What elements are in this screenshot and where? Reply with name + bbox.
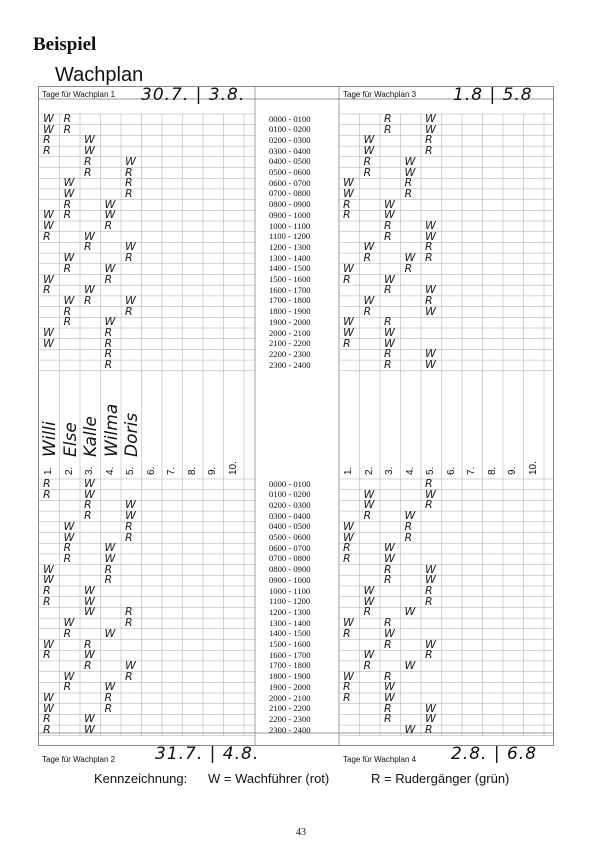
time-slot: 0800 - 0900 [269, 199, 311, 210]
helmsman-mark: R [104, 326, 113, 339]
watch-leader-mark: W [384, 680, 395, 694]
helmsman-mark: R [84, 498, 92, 512]
legend-label: Kennzeichnung: [94, 771, 188, 786]
watch-leader-mark: W [125, 509, 136, 523]
helmsman-mark: R [425, 594, 433, 608]
watch-leader-mark: W [384, 197, 395, 211]
watch-leader-mark: W [384, 326, 395, 339]
helmsman-mark: R [343, 336, 351, 350]
helmsman-mark: R [425, 648, 433, 662]
helmsman-mark: R [63, 112, 72, 125]
watch-leader-mark: W [43, 701, 54, 715]
helmsman-mark: R [384, 637, 392, 651]
plan1-dates: 30.7. | 3.8. [141, 85, 246, 105]
watch-leader-mark: W [104, 315, 116, 329]
helmsman-mark: R [425, 723, 433, 737]
helmsman-mark: R [104, 347, 113, 361]
helmsman-mark: R [363, 251, 372, 265]
time-slot: 0600 - 0700 [269, 542, 311, 553]
time-slot: 1100 - 1200 [269, 596, 311, 607]
watch-leader-mark: W [343, 530, 354, 544]
helmsman-mark: R [384, 315, 392, 329]
crew-number: 9. [207, 466, 218, 475]
helmsman-mark: R [84, 240, 92, 254]
helmsman-mark: R [43, 133, 51, 147]
watch-leader-mark: W [384, 208, 395, 222]
page-heading: Beispiel [33, 34, 97, 55]
watch-leader-mark: W [43, 637, 54, 651]
helmsman-mark: R [63, 551, 72, 565]
time-slot: 0400 - 0500 [269, 521, 311, 532]
helmsman-mark: R [43, 229, 51, 243]
time-slot: 0300 - 0400 [269, 145, 311, 156]
time-slot: 2100 - 2200 [269, 338, 311, 349]
watch-leader-mark: W [43, 562, 54, 576]
watch-leader-mark: W [343, 261, 354, 275]
watch-leader-mark: W [125, 658, 136, 672]
helmsman-mark: R [384, 283, 392, 297]
helmsman-mark: R [63, 626, 72, 640]
watch-leader-mark: W [404, 509, 416, 523]
helmsman-mark: R [363, 165, 372, 179]
watch-leader-mark: W [404, 165, 416, 179]
time-slot: 2300 - 2400 [269, 359, 311, 370]
watch-leader-mark: W [425, 562, 436, 576]
helmsman-mark: R [43, 584, 51, 597]
watch-leader-mark: W [43, 122, 54, 136]
time-slot: 1000 - 1100 [269, 220, 311, 231]
helmsman-mark: R [425, 293, 433, 307]
watch-leader-mark: W [125, 498, 136, 512]
watch-leader-mark: W [43, 573, 54, 587]
helmsman-mark: R [425, 133, 433, 147]
plan-title: Wachplan [55, 64, 144, 86]
watch-leader-mark: W [84, 477, 95, 490]
helmsman-mark: R [125, 616, 133, 630]
watch-leader-mark: W [63, 293, 75, 307]
helmsman-mark: R [84, 293, 92, 307]
crew-number: 6. [145, 466, 157, 475]
helmsman-mark: R [125, 176, 133, 190]
crew-number: 8. [486, 466, 498, 475]
helmsman-mark: R [363, 658, 372, 672]
time-slot: 1900 - 2000 [269, 316, 311, 327]
crew-number: 2. [63, 466, 75, 475]
crew-name: Wilma [101, 403, 122, 457]
time-slot: 1800 - 1900 [269, 306, 311, 317]
watch-leader-mark: W [363, 648, 375, 662]
helmsman-mark: R [384, 669, 392, 683]
helmsman-mark: R [384, 701, 392, 715]
helmsman-mark: R [125, 165, 133, 179]
helmsman-mark: R [125, 530, 133, 544]
watch-leader-mark: W [343, 176, 354, 190]
time-slot: 0700 - 0800 [269, 188, 311, 199]
watch-leader-mark: W [84, 133, 95, 147]
helmsman-mark: R [63, 541, 72, 555]
helmsman-mark: R [84, 509, 92, 523]
helmsman-mark: R [343, 551, 351, 565]
helmsman-mark: R [63, 680, 72, 694]
watch-leader-mark: W [404, 723, 416, 737]
time-slot: 1700 - 1800 [269, 295, 311, 306]
time-slot: 0600 - 0700 [269, 177, 311, 188]
watch-leader-mark: W [63, 616, 75, 630]
watch-leader-mark: W [404, 154, 416, 168]
helmsman-mark: R [43, 723, 51, 737]
time-slot: 1200 - 1300 [269, 606, 311, 617]
watch-leader-mark: W [63, 251, 75, 265]
time-slot: 1900 - 2000 [269, 681, 311, 692]
helmsman-mark: R [63, 304, 72, 318]
plan4-dates: 2.8. | 6.8 [451, 744, 538, 764]
crew-number: 6. [445, 466, 457, 475]
helmsman-mark: R [425, 240, 433, 254]
time-slot: 1700 - 1800 [269, 660, 311, 671]
time-slot: 1200 - 1300 [269, 241, 311, 252]
time-slot: 1600 - 1700 [269, 284, 311, 295]
helmsman-mark: R [104, 573, 113, 587]
time-slot: 2200 - 2300 [269, 348, 311, 359]
time-slot: 0000 - 0100 [269, 478, 311, 489]
watch-leader-mark: W [384, 691, 395, 704]
watch-leader-mark: W [343, 616, 354, 630]
watch-leader-mark: W [363, 487, 375, 501]
crew-number: 1. [43, 466, 54, 475]
watch-leader-mark: W [363, 144, 375, 158]
crew-number: 5. [125, 466, 136, 475]
watch-leader-mark: W [84, 648, 95, 662]
watch-leader-mark: W [43, 112, 54, 125]
helmsman-mark: R [125, 186, 133, 200]
legend-w: W = Wachführer (rot) [208, 771, 330, 786]
helmsman-mark: R [363, 509, 372, 523]
watch-leader-mark: W [43, 219, 54, 232]
helmsman-mark: R [104, 219, 113, 232]
watch-leader-mark: W [363, 240, 375, 254]
helmsman-mark: R [343, 680, 351, 694]
watch-leader-mark: W [425, 304, 436, 318]
helmsman-mark: R [63, 261, 72, 275]
crew-name: Doris [122, 412, 142, 457]
watch-leader-mark: W [425, 229, 436, 243]
helmsman-mark: R [384, 358, 392, 372]
helmsman-mark: R [425, 251, 433, 265]
watch-leader-mark: W [363, 584, 375, 597]
helmsman-mark: R [404, 519, 413, 533]
helmsman-mark: R [104, 691, 113, 704]
watch-leader-mark: W [384, 336, 395, 350]
watch-leader-mark: W [125, 293, 136, 307]
time-slot: 0500 - 0600 [269, 532, 311, 542]
watch-leader-mark: W [425, 283, 436, 297]
crew-number: 7. [466, 466, 477, 475]
time-slot: 1400 - 1500 [269, 263, 311, 274]
time-slot: 1300 - 1400 [269, 252, 311, 263]
watch-leader-mark: W [125, 240, 136, 254]
watch-leader-mark: W [84, 584, 95, 597]
watch-leader-mark: W [104, 261, 116, 275]
helmsman-mark: R [343, 208, 351, 222]
watch-leader-mark: W [104, 626, 116, 640]
time-slot: 1100 - 1200 [269, 231, 311, 242]
helmsman-mark: R [343, 272, 351, 286]
helmsman-mark: R [384, 573, 392, 587]
watch-leader-mark: W [425, 219, 436, 232]
time-slot: 0100 - 0200 [269, 124, 311, 135]
time-slot: 2000 - 2100 [269, 692, 311, 703]
helmsman-mark: R [404, 261, 413, 275]
helmsman-mark: R [404, 530, 413, 544]
watch-leader-mark: W [384, 551, 395, 565]
time-slot: 0500 - 0600 [269, 167, 311, 177]
helmsman-mark: R [63, 197, 72, 211]
watch-leader-mark: W [63, 519, 75, 533]
helmsman-mark: R [404, 176, 413, 190]
helmsman-mark: R [125, 605, 133, 619]
watch-leader-mark: W [363, 293, 375, 307]
helmsman-mark: R [363, 154, 372, 168]
watch-leader-mark: W [104, 197, 116, 211]
crew-number: 10. [227, 461, 239, 475]
helmsman-mark: R [104, 272, 113, 286]
watch-leader-mark: W [343, 186, 354, 200]
helmsman-mark: R [384, 112, 392, 125]
watch-leader-mark: W [384, 272, 395, 286]
helmsman-mark: R [84, 637, 92, 651]
helmsman-mark: R [43, 648, 51, 662]
watch-leader-mark: W [63, 669, 75, 683]
watch-leader-mark: W [104, 208, 116, 222]
watch-leader-mark: W [404, 658, 416, 672]
helmsman-mark: R [384, 712, 392, 726]
watch-leader-mark: W [425, 112, 436, 125]
page-number: 43 [296, 827, 306, 838]
watch-leader-mark: W [84, 283, 95, 297]
watch-leader-mark: W [84, 144, 95, 158]
watch-leader-mark: W [43, 208, 54, 222]
helmsman-mark: R [63, 208, 72, 222]
plan2-label: Tage für Wachplan 2 [42, 755, 116, 764]
watch-leader-mark: W [425, 701, 436, 715]
watch-leader-mark: W [404, 605, 416, 619]
plan3-dates: 1.8 | 5.8 [453, 85, 533, 105]
helmsman-mark: R [384, 219, 392, 232]
plan2-dates: 31.7. | 4.8. [155, 744, 260, 764]
time-slot: 0200 - 0300 [269, 134, 311, 145]
helmsman-mark: R [384, 562, 392, 576]
helmsman-mark: R [43, 283, 51, 297]
watch-leader-mark: W [343, 669, 354, 683]
watch-plan-sheet [38, 85, 554, 764]
crew-number: 3. [384, 466, 395, 475]
watch-leader-mark: W [104, 541, 116, 555]
watch-leader-mark: W [43, 326, 54, 339]
watch-leader-mark: W [84, 229, 95, 243]
helmsman-mark: R [384, 616, 392, 630]
helmsman-mark: R [125, 519, 133, 533]
watch-leader-mark: W [63, 176, 75, 190]
watch-leader-mark: W [63, 530, 75, 544]
watch-leader-mark: W [84, 487, 95, 501]
helmsman-mark: R [125, 251, 133, 265]
time-slot: 1000 - 1100 [269, 585, 311, 596]
watch-leader-mark: W [84, 723, 95, 737]
watch-leader-mark: W [104, 551, 116, 565]
helmsman-mark: R [84, 658, 92, 672]
watch-leader-mark: W [425, 487, 436, 501]
watch-leader-mark: W [425, 347, 436, 361]
crew-name: Willi [40, 421, 60, 457]
helmsman-mark: R [43, 594, 51, 608]
time-slot: 2300 - 2400 [269, 724, 311, 735]
crew-number: 5. [425, 466, 436, 475]
crew-name: Kalle [81, 416, 101, 457]
helmsman-mark: R [343, 197, 351, 211]
helmsman-mark: R [43, 144, 51, 158]
helmsman-mark: R [43, 487, 51, 501]
watch-leader-mark: W [43, 272, 54, 286]
helmsman-mark: R [104, 562, 113, 576]
watch-leader-mark: W [343, 315, 354, 329]
watch-leader-mark: W [363, 498, 375, 512]
plan3-label: Tage für Wachplan 3 [343, 90, 417, 99]
time-slot: 0700 - 0800 [269, 553, 311, 564]
helmsman-mark: R [384, 122, 392, 136]
watch-leader-mark: W [343, 519, 354, 533]
crew-number: 7. [166, 466, 177, 475]
crew-number: 4. [104, 466, 116, 475]
helmsman-mark: R [425, 584, 433, 597]
watch-leader-mark: W [104, 680, 116, 694]
helmsman-mark: R [43, 477, 51, 490]
watch-leader-mark: W [425, 122, 436, 136]
helmsman-mark: R [63, 122, 72, 136]
watch-leader-mark: W [425, 358, 436, 372]
watch-leader-mark: W [63, 186, 75, 200]
time-slot: 0900 - 1000 [269, 209, 311, 220]
crew-name: Else [60, 422, 81, 457]
time-slot: 0800 - 0900 [269, 564, 311, 575]
helmsman-mark: R [84, 165, 92, 179]
crew-number: 9. [507, 466, 518, 475]
helmsman-mark: R [343, 541, 351, 555]
helmsman-mark: R [125, 669, 133, 683]
helmsman-mark: R [425, 498, 433, 512]
helmsman-mark: R [384, 229, 392, 243]
helmsman-mark: R [43, 712, 51, 726]
watch-leader-mark: W [343, 326, 354, 339]
time-slot: 0100 - 0200 [269, 489, 311, 500]
time-slot: 0300 - 0400 [269, 510, 311, 521]
helmsman-mark: R [84, 154, 92, 168]
watch-leader-mark: W [125, 154, 136, 168]
time-slot: 0900 - 1000 [269, 574, 311, 585]
watch-leader-mark: W [84, 594, 95, 608]
helmsman-mark: R [363, 304, 372, 318]
helmsman-mark: R [63, 315, 72, 329]
helmsman-mark: R [404, 186, 413, 200]
legend-r: R = Rudergänger (grün) [371, 771, 510, 786]
crew-number: 10. [527, 461, 539, 475]
crew-number: 1. [343, 466, 354, 475]
time-slot: 2100 - 2200 [269, 703, 311, 714]
watch-leader-mark: W [43, 691, 54, 704]
time-slot: 1500 - 1600 [269, 639, 311, 649]
helmsman-mark: R [425, 144, 433, 158]
helmsman-mark: R [363, 605, 372, 619]
plan1-label: Tage für Wachplan 1 [42, 90, 116, 99]
watch-leader-mark: W [425, 573, 436, 587]
watch-leader-mark: W [43, 336, 54, 350]
helmsman-mark: R [384, 347, 392, 361]
helmsman-mark: R [125, 304, 133, 318]
helmsman-mark: R [104, 336, 113, 350]
plan4-label: Tage für Wachplan 4 [343, 755, 417, 764]
watch-leader-mark: W [363, 594, 375, 608]
watch-leader-mark: W [425, 637, 436, 651]
watch-leader-mark: W [384, 541, 395, 555]
time-slot: 2000 - 2100 [269, 327, 311, 338]
time-slot: 1800 - 1900 [269, 671, 311, 682]
time-slot: 0000 - 0100 [269, 113, 311, 124]
watch-leader-mark: W [425, 712, 436, 726]
watch-leader-mark: W [84, 605, 95, 619]
watch-leader-mark: W [404, 251, 416, 265]
watch-leader-mark: W [363, 133, 375, 147]
crew-number: 3. [84, 466, 95, 475]
helmsman-mark: R [343, 691, 351, 704]
time-slot: 1500 - 1600 [269, 274, 311, 284]
time-slot: 0200 - 0300 [269, 499, 311, 510]
helmsman-mark: R [104, 701, 113, 715]
time-slot: 1600 - 1700 [269, 649, 311, 660]
crew-number: 8. [186, 466, 198, 475]
watch-leader-mark: W [84, 712, 95, 726]
crew-number: 2. [363, 466, 375, 475]
time-slot: 2200 - 2300 [269, 713, 311, 724]
helmsman-mark: R [104, 358, 113, 372]
helmsman-mark: R [425, 477, 433, 490]
time-slot: 1400 - 1500 [269, 628, 311, 639]
time-slot: 0400 - 0500 [269, 156, 311, 167]
time-slot: 1300 - 1400 [269, 617, 311, 628]
watch-leader-mark: W [384, 626, 395, 640]
crew-number: 4. [404, 466, 416, 475]
helmsman-mark: R [343, 626, 351, 640]
